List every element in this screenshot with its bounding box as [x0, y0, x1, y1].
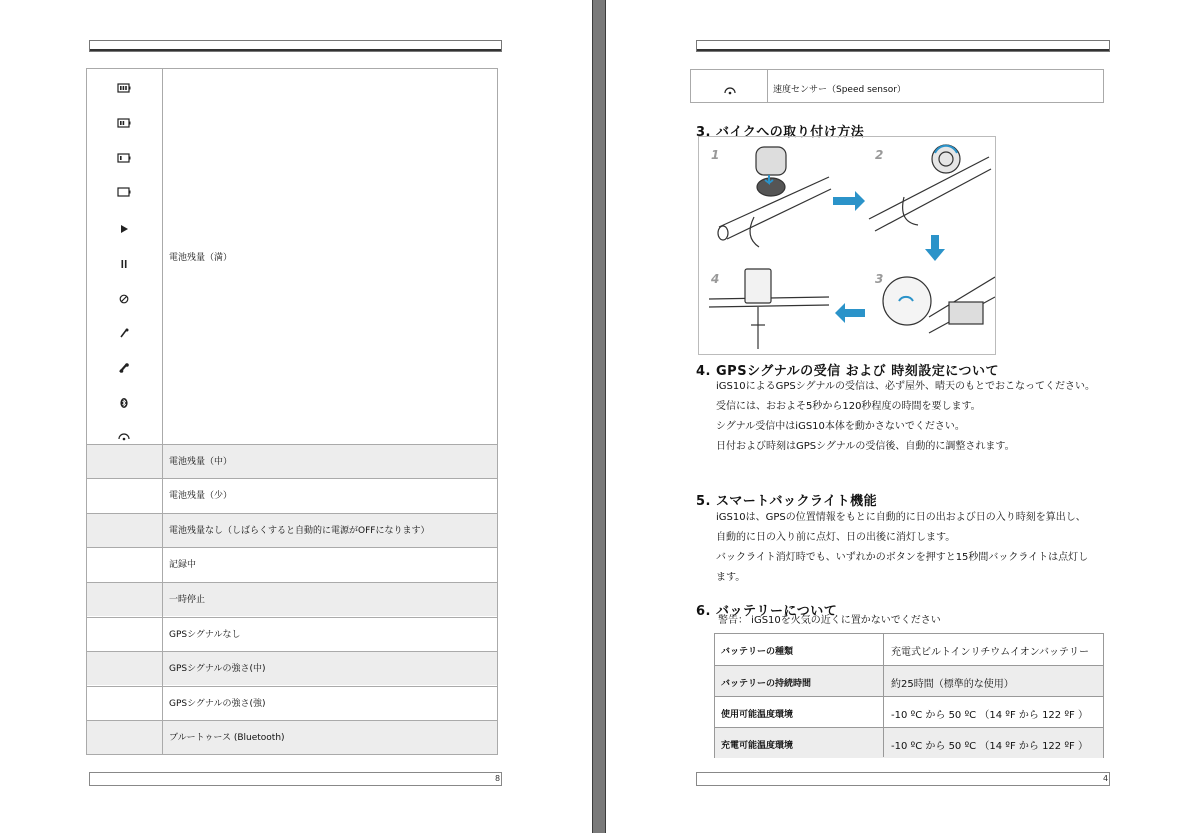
page-divider	[592, 0, 606, 833]
play-icon	[117, 222, 131, 236]
step-2-number: 2	[875, 148, 884, 162]
pause-icon	[117, 257, 131, 271]
bluetooth-icon	[117, 396, 131, 410]
table-row	[87, 444, 497, 478]
section-5-title: 5. スマートバックライト機能	[696, 494, 878, 509]
row-label: 記録中	[169, 560, 197, 570]
footer-bar	[89, 772, 502, 786]
section-4-title: 4. GPSシグナルの受信 および 時刻設定について	[696, 364, 999, 379]
warning-text: 警告： iGS10を火気の近くに置かないでください	[718, 615, 941, 626]
spec-key: バッテリーの持続時間	[721, 679, 812, 689]
battery-empty-icon	[117, 185, 131, 199]
row-label: 電池残量（中）	[169, 457, 233, 467]
spec-value: -10 ºC から 50 ºC （14 ºF から 122 ºF ）	[891, 741, 1088, 752]
header-bar	[696, 40, 1110, 52]
row-label: ブルートゥース (Bluetooth)	[169, 733, 285, 743]
table-row	[715, 665, 1103, 696]
step-4-number: 4	[711, 272, 720, 286]
header-bar	[89, 40, 502, 52]
table-row	[715, 696, 1103, 727]
table-row	[87, 478, 497, 512]
speed-sensor-row	[690, 69, 1104, 103]
speed-sensor-icon	[117, 429, 131, 443]
spec-value: 約25時間（標準的な使用）	[891, 679, 1014, 690]
signal-strong-icon	[117, 361, 131, 375]
footer-bar	[696, 772, 1110, 786]
status-icon-table	[86, 68, 498, 755]
text-line: iGS10は、GPSの位置情報をもとに自動的に日の出および日の入り時刻を算出し、	[716, 512, 1086, 523]
page-number: 8	[495, 774, 501, 783]
table-row	[87, 720, 497, 754]
table-row	[715, 634, 1103, 665]
text-line: バックライト消灯時でも、いずれかのボタンを押すと15秒間バックライトは点灯し	[716, 552, 1089, 563]
spec-value: 充電式ビルトインリチウムイオンバッテリー	[891, 647, 1089, 658]
battery-full-label: 電池残量（満）	[169, 253, 233, 263]
row-label: 電池残量なし（しばらくすると自動的に電源がOFFになります）	[169, 526, 430, 536]
table-row	[87, 651, 497, 685]
speed-sensor-label: 速度センサー（Speed sensor）	[773, 85, 906, 95]
step-1-number: 1	[711, 148, 720, 162]
spec-value: -10 ºC から 50 ºC （14 ºF から 122 ºF ）	[891, 710, 1088, 721]
text-line: ます。	[716, 572, 746, 583]
table-row	[715, 727, 1103, 758]
row-label: GPSシグナルの強さ(強)	[169, 699, 266, 709]
text-line: 受信には、おおよそ5秒から120秒程度の時間を要します。	[716, 401, 981, 412]
signal-mid-icon	[117, 326, 131, 340]
spec-key: バッテリーの種類	[721, 647, 794, 657]
right-page	[606, 0, 1200, 833]
text-line: シグナル受信中はiGS10本体を動かさないでください。	[716, 421, 965, 432]
mounting-figure	[698, 136, 996, 355]
table-row	[87, 547, 497, 581]
battery-spec-table	[714, 633, 1104, 758]
spec-key: 充電可能温度環境	[721, 741, 794, 751]
row-label: 一時停止	[169, 595, 206, 605]
text-line: 日付および時刻はGPSシグナルの受信後、自動的に調整されます。	[716, 441, 1015, 452]
step-3-number: 3	[875, 272, 884, 286]
no-signal-icon	[117, 292, 131, 306]
speed-sensor-icon	[723, 83, 737, 97]
status-icon-cell	[87, 69, 497, 444]
table-row	[87, 513, 497, 547]
section-5-body	[716, 508, 1088, 588]
table-row	[87, 582, 497, 616]
battery-low-icon	[117, 151, 131, 165]
text-line: 自動的に日の入り前に点灯、日の出後に消灯します。	[716, 532, 956, 543]
row-label: GPSシグナルの強さ(中)	[169, 664, 266, 674]
page-number: 4	[1103, 774, 1109, 783]
table-row	[87, 617, 497, 651]
section-4-body	[716, 377, 1095, 457]
battery-full-icon	[117, 81, 131, 95]
table-row	[87, 686, 497, 720]
section-6-title: 6. バッテリーについて	[696, 604, 838, 619]
text-line: iGS10によるGPSシグナルの受信は、必ず屋外、晴天のもとでおこなってください。	[716, 381, 1096, 392]
mounting-illustration	[699, 137, 995, 354]
section-3-title: 3. バイクへの取り付け方法	[696, 125, 865, 140]
battery-mid-icon	[117, 116, 131, 130]
row-label: GPSシグナルなし	[169, 630, 241, 640]
spec-key: 使用可能温度環境	[721, 710, 794, 720]
row-label: 電池残量（少）	[169, 491, 233, 501]
left-page	[0, 0, 592, 833]
